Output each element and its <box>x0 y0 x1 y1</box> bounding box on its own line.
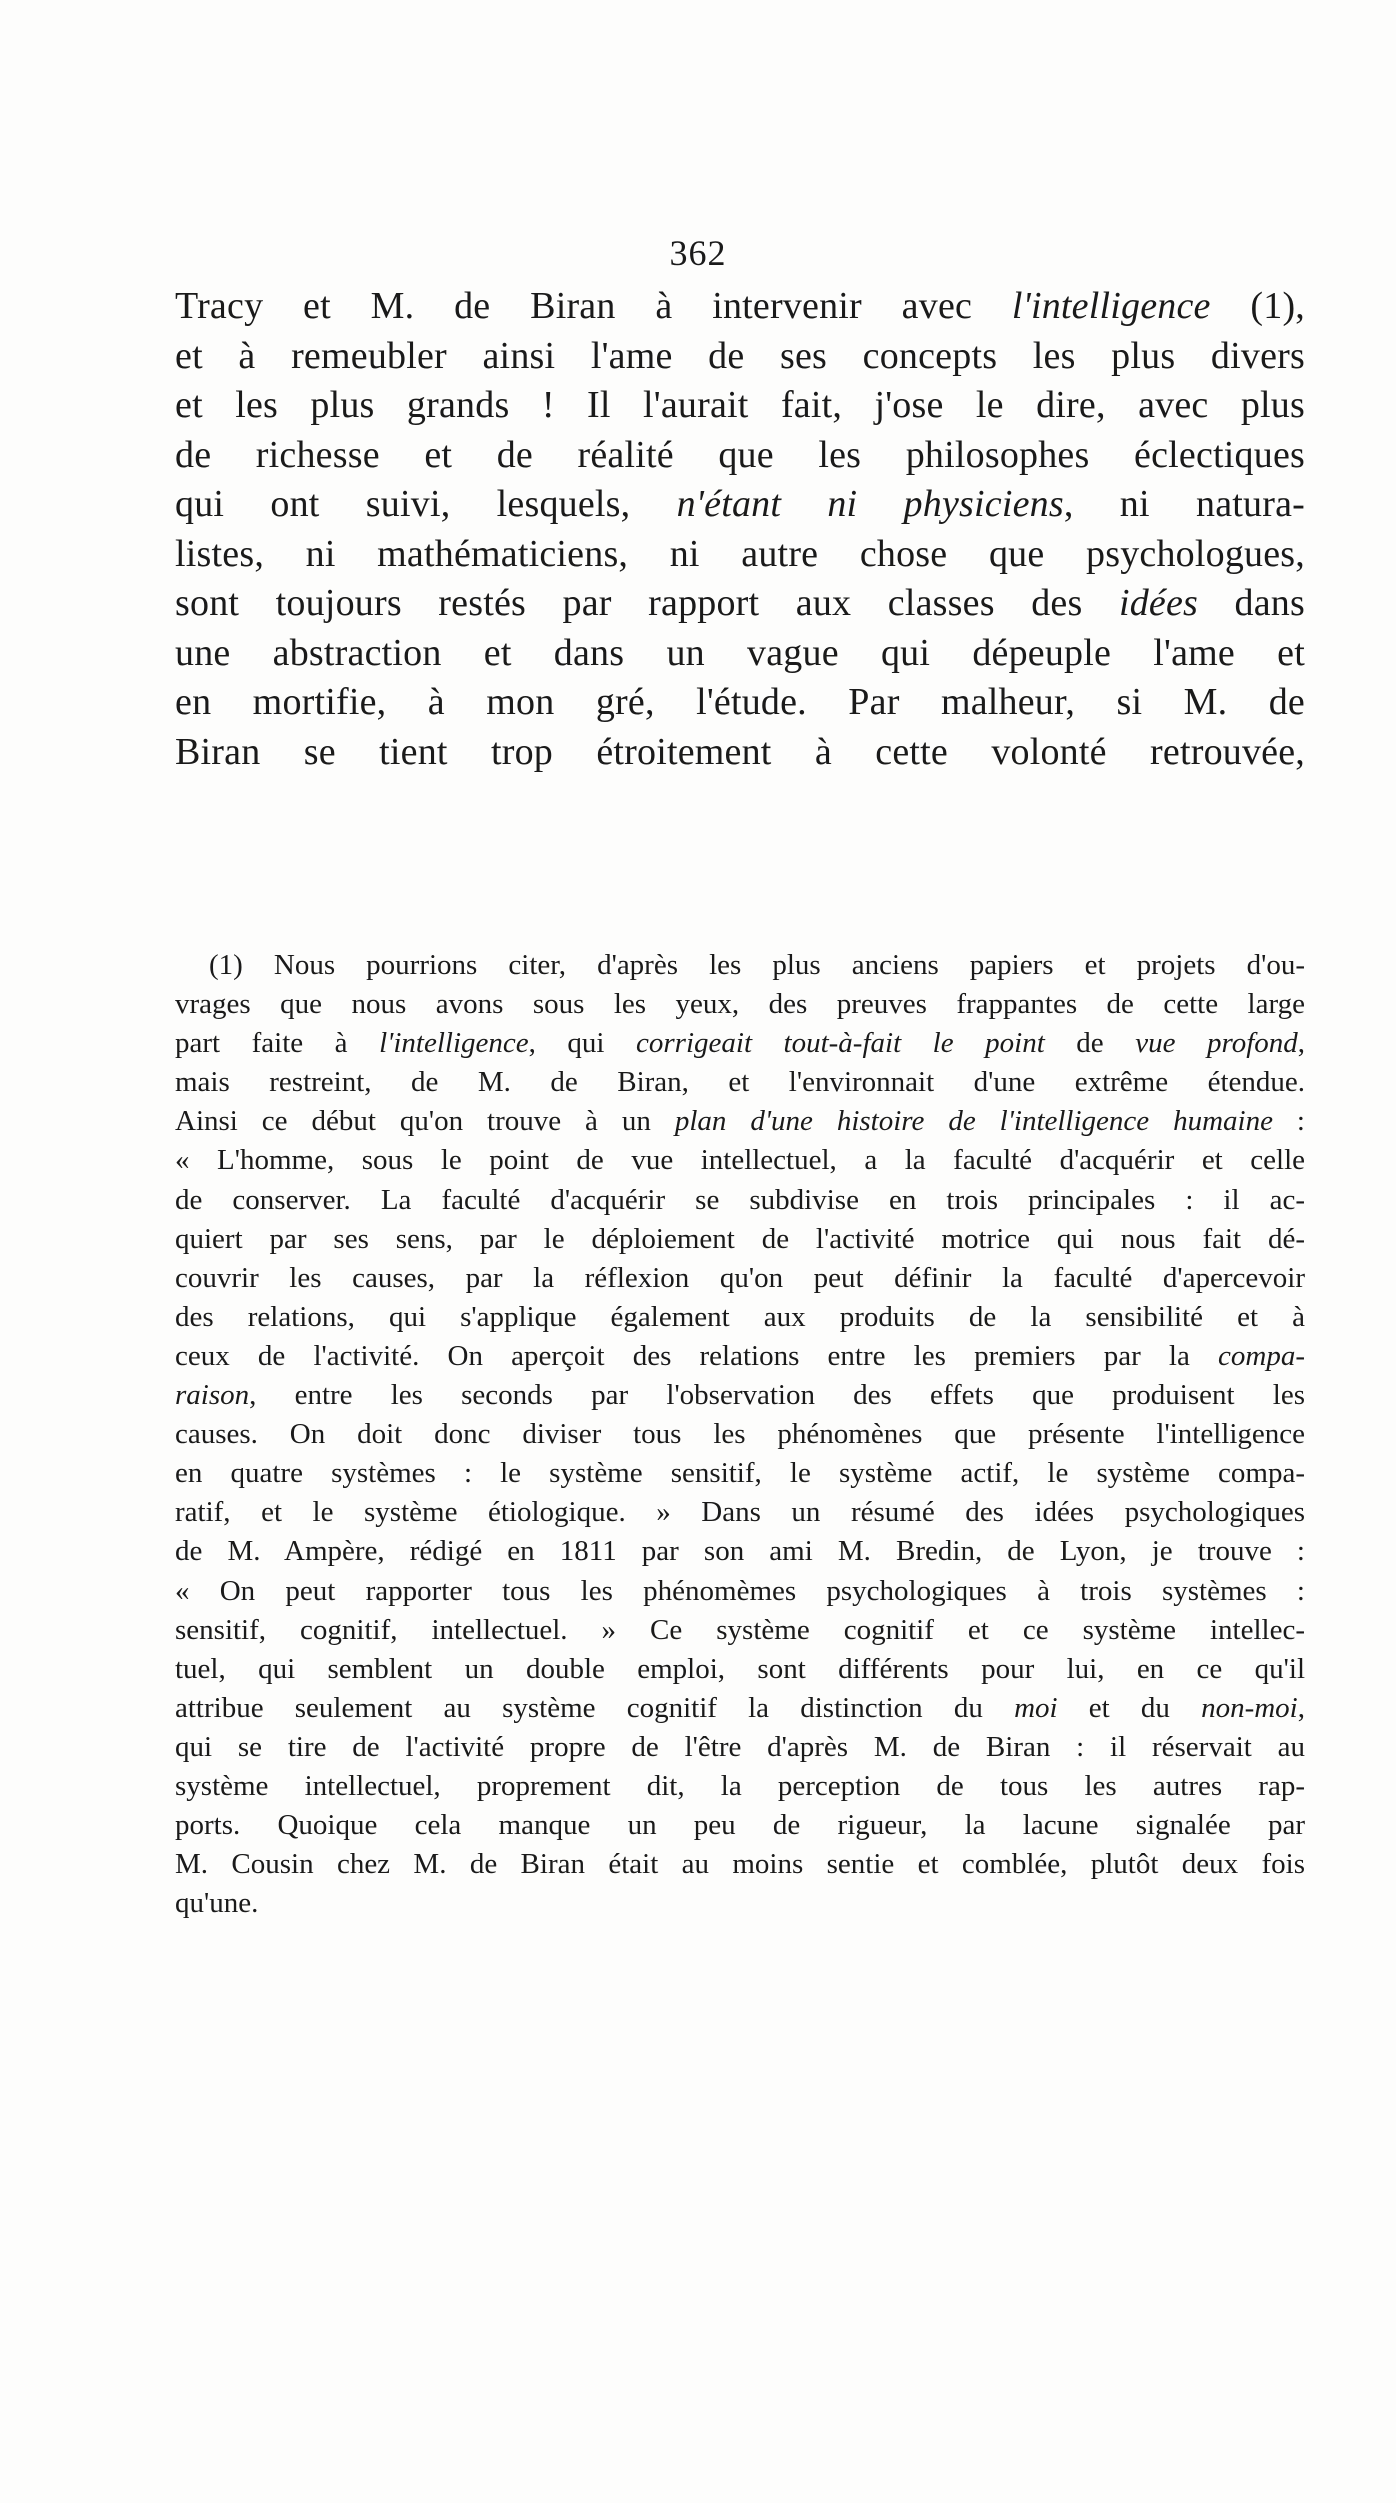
text-segment: Tracy et M. de Biran à intervenir avec <box>175 285 1012 327</box>
text-segment: , <box>1297 1027 1306 1060</box>
footnote-line <box>175 1298 1305 1337</box>
text-segment: ratif, et le système étiologique. » Dans un résumé des idées psychologiques <box>175 1496 1305 1529</box>
footnote-line <box>175 1572 1305 1611</box>
text-segment: listes, ni mathématiciens, ni autre chose que psychologues, <box>175 532 1305 575</box>
text-line <box>175 332 1305 382</box>
text-segment: tuel, qui semblent un double emploi, sont différents pour lui, en ce qu'il <box>175 1652 1305 1685</box>
footnote-line <box>175 1024 1305 1063</box>
text-line <box>175 530 1305 580</box>
footnote-line <box>175 1611 1305 1650</box>
footnote-line <box>175 1220 1305 1259</box>
footnote-line <box>175 1845 1305 1884</box>
footnote-line <box>175 1337 1305 1376</box>
text-segment: M. Cousin chez M. de Biran était au moins sentie et comblée, plutôt deux fois <box>175 1848 1305 1881</box>
text-segment: sensitif, cognitif, intellectuel. » Ce système cognitif et ce système intellec- <box>175 1613 1305 1646</box>
italic-text-segment: corrigeait tout-à-fait le point <box>636 1027 1045 1060</box>
footnote-line <box>175 1141 1305 1180</box>
text-line <box>175 282 1305 332</box>
text-segment: , qui <box>528 1027 637 1060</box>
footnote-line <box>175 1689 1305 1728</box>
text-segment: et les plus grands ! Il l'aurait fait, j'ose le dire, avec plus <box>175 384 1305 426</box>
text-segment: en mortifie, à mon gré, l'étude. Par malheur, si M. de <box>175 681 1305 723</box>
text-segment: , entre les seconds par l'observation des effets que produisent les <box>249 1379 1305 1412</box>
text-segment: part faite à <box>175 1027 380 1060</box>
text-segment: des relations, qui s'applique également aux produits de la sensibilité et à <box>175 1300 1305 1333</box>
text-line <box>175 480 1305 530</box>
text-segment: qui se tire de l'activité propre de l'être d'après M. de Biran : il réservait au <box>175 1730 1305 1763</box>
text-segment: Ainsi ce début qu'on trouve à un <box>175 1105 675 1138</box>
text-segment: , ni natura- <box>1063 483 1305 525</box>
text-segment: (1) Nous pourrions citer, d'après les plus anciens papiers et projets d'ou- <box>209 949 1305 981</box>
text-segment: de M. Ampère, rédigé en 1811 par son ami M. Bredin, de Lyon, je trouve : <box>175 1535 1305 1568</box>
text-line <box>175 431 1305 481</box>
footnote-line <box>175 1806 1305 1845</box>
page-number: 362 <box>669 233 727 273</box>
text-segment: dans <box>1198 582 1305 624</box>
main-text-block <box>175 282 1305 777</box>
footnote-line <box>175 1415 1305 1454</box>
italic-text-segment: compa- <box>1218 1339 1305 1372</box>
footnote-line <box>175 1532 1305 1571</box>
text-segment: ports. Quoique cela manque un peu de rigueur, la lacune signalée par <box>175 1809 1305 1842</box>
text-segment: de conserver. La faculté d'acquérir se subdivise en trois principales : il ac- <box>175 1183 1305 1216</box>
text-segment: mais restreint, de M. de Biran, et l'environnait d'une extrême étendue. <box>175 1066 1305 1099</box>
footnote-line <box>175 1259 1305 1298</box>
text-line <box>175 728 1305 778</box>
text-segment: sont toujours restés par rapport aux classes des <box>175 582 1119 624</box>
text-segment: qui ont suivi, lesquels, <box>175 483 677 525</box>
text-segment: ceux de l'activité. On aperçoit des relations entre les premiers par la <box>175 1339 1219 1372</box>
italic-text-segment: l'intelligence <box>379 1027 529 1060</box>
text-segment: une abstraction et dans un vague qui dépeuple l'ame et <box>175 631 1305 674</box>
text-segment: de <box>1044 1027 1136 1060</box>
text-segment: Biran se tient trop étroitement à cette volonté retrouvée, <box>175 730 1305 773</box>
italic-text-segment: moi <box>1014 1691 1058 1724</box>
text-segment: qu'une. <box>175 1887 259 1920</box>
footnote-line <box>175 1102 1305 1141</box>
text-segment: système intellectuel, proprement dit, la perception de tous les autres rap- <box>175 1769 1305 1802</box>
text-segment: en quatre systèmes : le système sensitif, le système actif, le système compa- <box>175 1457 1305 1490</box>
footnote-line <box>175 1884 1305 1923</box>
footnote-line <box>175 946 1305 985</box>
footnote-line <box>175 1376 1305 1415</box>
footnote-line <box>175 1493 1305 1532</box>
footnote-line <box>175 1728 1305 1767</box>
italic-text-segment: l'intelligence <box>1011 285 1211 327</box>
italic-text-segment: idées <box>1118 582 1199 624</box>
text-segment: « L'homme, sous le point de vue intellectuel, a la faculté d'acquérir et celle <box>175 1144 1305 1177</box>
text-segment: couvrir les causes, par la réflexion qu'on peut définir la faculté d'apercevoir <box>175 1261 1305 1294</box>
text-line <box>175 629 1305 679</box>
footnote-line <box>175 1454 1305 1493</box>
italic-text-segment: plan d'une histoire de l'intelligence humaine <box>674 1105 1273 1138</box>
footnote-line <box>175 1650 1305 1689</box>
footnote-line <box>175 985 1305 1024</box>
text-segment: « On peut rapporter tous les phénomèmes psychologiques à trois systèmes : <box>175 1574 1305 1607</box>
footnote-block <box>175 946 1305 1923</box>
text-line <box>175 579 1305 629</box>
italic-text-segment: non-moi <box>1201 1691 1298 1724</box>
text-segment: de richesse et de réalité que les philosophes éclectiques <box>175 433 1305 476</box>
text-line <box>175 678 1305 728</box>
text-segment: vrages que nous avons sous les yeux, des preuves frappantes de cette large <box>175 988 1305 1021</box>
italic-text-segment: raison <box>175 1379 250 1412</box>
text-segment: quiert par ses sens, par le déploiement de l'activité motrice qui nous fait dé- <box>175 1222 1305 1255</box>
footnote-line <box>175 1063 1305 1102</box>
footnote-line <box>175 1767 1305 1806</box>
footnote-line <box>175 1181 1305 1220</box>
text-segment: (1), <box>1210 285 1305 327</box>
text-segment: : <box>1272 1105 1305 1138</box>
text-segment: causes. On doit donc diviser tous les phénomènes que présente l'intelligence <box>175 1418 1305 1451</box>
text-segment: , <box>1297 1691 1305 1724</box>
text-line <box>175 381 1305 431</box>
text-segment: attribue seulement au système cognitif la distinction du <box>175 1691 1015 1724</box>
text-segment: et du <box>1057 1691 1202 1724</box>
text-segment: et à remeubler ainsi l'ame de ses concepts les plus divers <box>175 334 1305 377</box>
italic-text-segment: vue profond <box>1135 1027 1298 1060</box>
italic-text-segment: n'étant ni physiciens <box>676 483 1064 525</box>
